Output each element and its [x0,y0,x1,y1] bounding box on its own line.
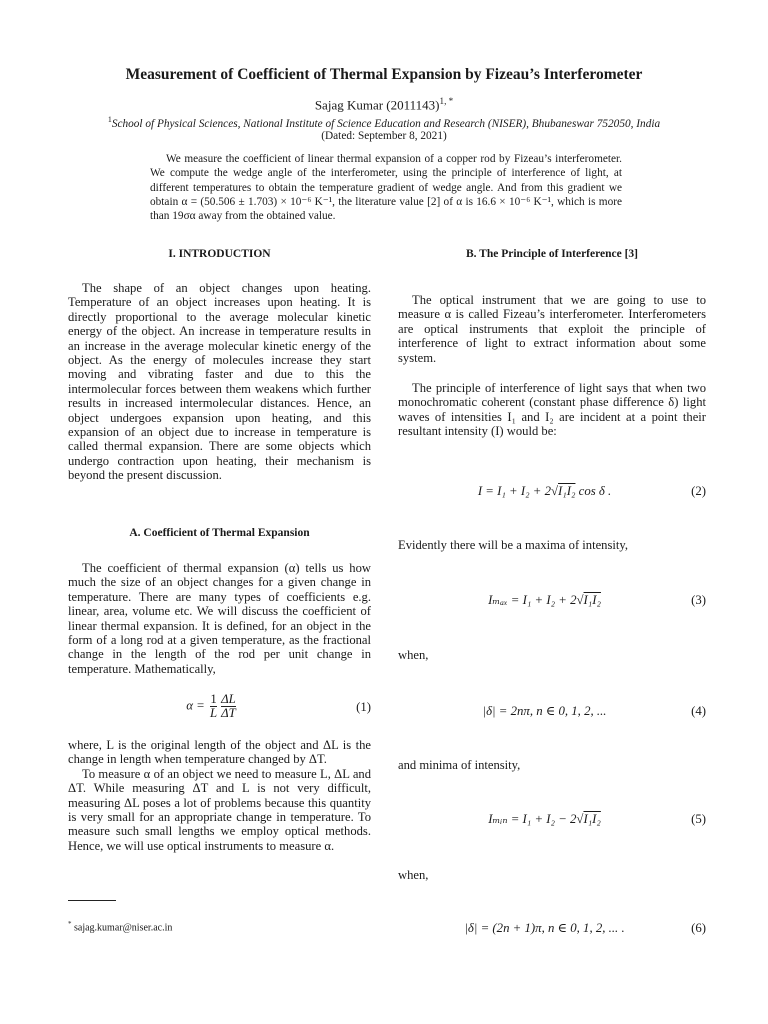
subsection-heading-interference: B. The Principle of Interference [3] [465,248,639,260]
paragraph: The coefficient of thermal expansion (α) tells us how much the size of an object changes for a given change in temperature. There are many types of coefficients e.g. linear, area, volume etc. We will discuss the coefficient of linear thermal expansion. It is defined, for an object in the form of a long rod at a given temperature, as the fractional change in the length of the rod per unit change in temperature. Mathematically, [68,561,371,676]
paragraph: The optical instrument that we are going to use to measure α is called Fizeau’s interferometer. Interferometers are optical instruments that exploit the principle of interference of light to extract information about some system. [398,293,706,365]
maxima-text: Evidently there will be a maxima of intensity, [398,538,629,552]
paragraph: To measure α of an object we need to measure L, ΔL and ΔT. While measuring ΔT and L is not very difficult, measuring ΔL poses a lot of problems because this quantity is very small for an appropriate change in temperature. To measure such small lengths we employ optical methods. Hence, we will use optical instruments to measure α. [68,766,371,853]
equation-number: (5) [691,812,706,826]
author-line [0,96,768,113]
coefficient-paragraph [68,561,371,676]
eq-text: |δ| = 2nπ, n ∈ 0, 1, 2, ... [482,704,607,718]
denominator: ΔT [221,706,236,720]
radicand: I₁I₂ [583,812,601,826]
paragraph: The principle of interference of light says that when two monochromatic coherent (constant phase difference δ) light waves of intensities I₁ and I₂ are incident at a point their resultant intensity (I) would be: [398,381,706,439]
interference-paragraph-2 [398,381,706,439]
subsection-heading-coefficient: A. Coefficient of Thermal Expansion [129,527,310,539]
numerator: 1 [210,692,217,706]
equation-6 [398,921,706,936]
fraction [221,693,236,720]
radicand: I₁I₂ [558,484,576,498]
footnote [68,920,172,933]
when-text: when, [398,648,429,662]
equation-4 [398,704,706,719]
equation-number: (6) [691,921,706,935]
affiliation [0,115,768,130]
footnote-email[interactable]: sajag.kumar@niser.ac.in [74,922,173,934]
footnote-rule [68,900,116,901]
eq-lhs: α = [186,698,205,713]
eq-text: |δ| = (2n + 1)π, n ∈ 0, 1, 2, ... . [464,921,625,935]
paper-title: Measurement of Coefficient of Thermal Expansion by Fizeau’s Interferometer [125,66,643,83]
eq-text: cos δ . [575,484,612,498]
section-heading-introduction: I. INTRODUCTION [168,248,271,260]
equation-5 [398,812,706,827]
equation-number: (1) [356,700,371,714]
equation-number: (2) [691,484,706,498]
equation-number: (3) [691,593,706,607]
equation-3 [398,593,706,608]
equation-1 [68,693,371,721]
eq-text: I = I₁ + I₂ + 2√ [477,484,559,498]
introduction-paragraph [68,281,371,483]
when-text: when, [398,868,429,882]
date-line: (Dated: September 8, 2021) [321,130,447,142]
affiliation-text: School of Physical Sciences, National Institute of Science Education and Research (NISER), Bhubaneswar 752050, India [111,117,661,130]
equation-2 [398,484,706,499]
paragraph: The shape of an object changes upon heating. Temperature of an object increases upon heating. It is directly proportional to the average molecular kinetic energy of the object. An increase in temperature results in an increase in the average molecular kinetic energy of the object. As the energy of molecules increase they start moving and vibrating faster and due to this the intermolecular forces between them weakens which further results in increased intermolecular distances. Hence, an object undergoes expansion upon heating, and this expansion of an object due to increase in temperature is called thermal expansion. There are some objects which undergo contraction upon heating, their mechanism is beyond the present discussion. [68,281,371,483]
interference-paragraph-1 [398,293,706,365]
author-marks: 1, * [439,96,454,106]
denominator: L [210,706,218,720]
minima-text: and minima of intensity, [398,758,521,772]
author-name: Sajag Kumar (2011143) [314,97,440,113]
paragraph: where, L is the original length of the object and ΔL is the change in length when temperature changed by ΔT. [68,738,371,767]
equation-number: (4) [691,704,706,718]
radicand: I₁I₂ [583,593,601,607]
affiliation-mark: 1 [107,115,112,124]
numerator: ΔL [221,692,236,706]
eq-text: Iₘₐₓ = I₁ + I₂ + 2√ [488,593,584,607]
fraction [210,693,217,720]
abstract: We measure the coefficient of linear thermal expansion of a copper rod by Fizeau’s interferometer. We compute the wedge angle of the interferometer, using the principle of interference of light, at different temperatures to obtain the temperature gradient of wedge angle. And from this gradient we obtain α = (50.506 ± 1.703) × 10⁻⁶ K⁻¹, the literature value [2] of α is 16.6 × 10⁻⁶ K⁻¹, which is more than 19σα away from the obtained value. [150,153,622,223]
where-paragraph [68,738,371,853]
footnote-mark: * [68,920,72,928]
eq-text: Iₘᵢₙ = I₁ + I₂ − 2√ [488,812,584,826]
